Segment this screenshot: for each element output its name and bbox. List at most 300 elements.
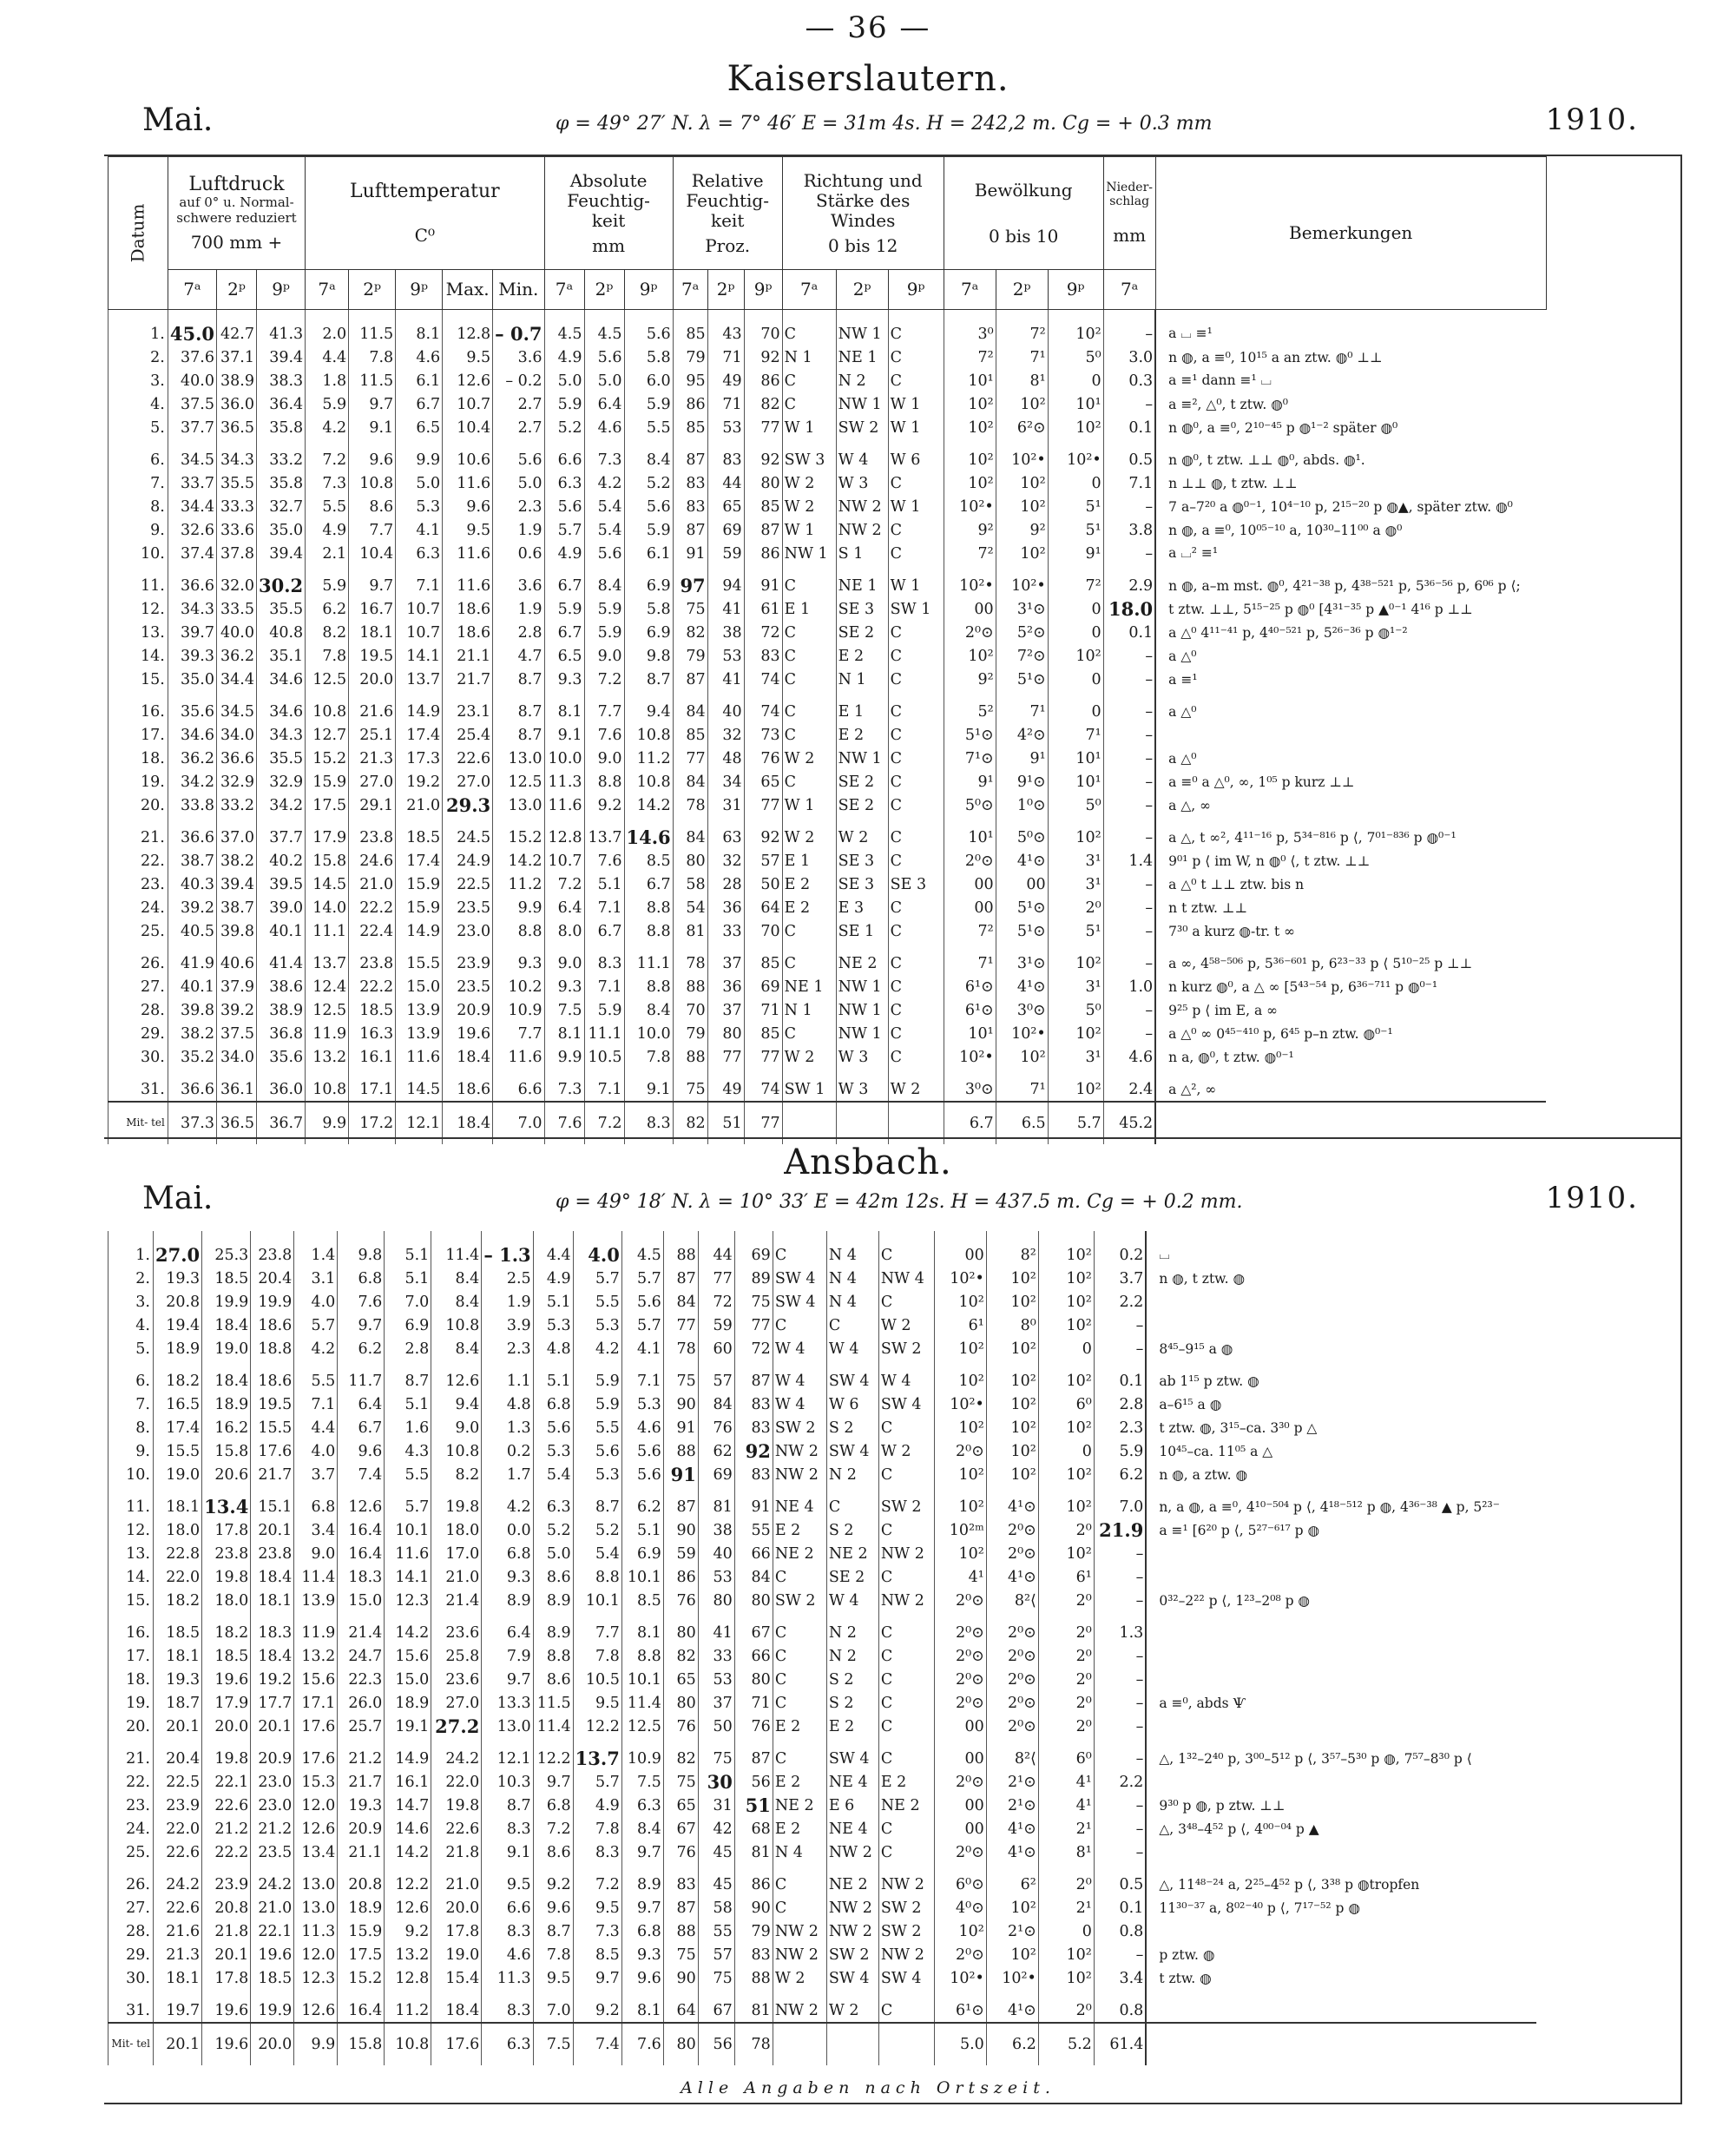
value-cell: – xyxy=(1103,872,1155,896)
value-cell: – xyxy=(1094,1794,1146,1817)
value-cell: 86 xyxy=(663,1565,698,1589)
value-cell: 5¹ xyxy=(1048,518,1103,542)
day-cell: 29. xyxy=(108,1022,168,1045)
col-header-remarks: Bemerkungen xyxy=(1155,157,1546,310)
subheader-cell: 7ᵃ xyxy=(1103,270,1155,310)
value-cell: 34.6 xyxy=(257,668,306,691)
value-cell: 13.0 xyxy=(294,1896,338,1919)
value-cell: 10.6 xyxy=(443,439,493,471)
value-cell: – xyxy=(1094,1644,1146,1668)
value-cell: SW 2 xyxy=(878,1337,934,1360)
value-cell: 9.6 xyxy=(443,495,493,518)
value-cell: 10¹ xyxy=(944,369,996,392)
value-cell: 92 xyxy=(744,439,782,471)
value-cell: 24.9 xyxy=(443,849,493,872)
value-cell: E 2 xyxy=(773,1715,826,1738)
value-cell: 39.8 xyxy=(168,998,216,1022)
value-cell: C xyxy=(888,346,944,369)
value-cell: E 2 xyxy=(773,1770,826,1794)
value-cell: 0.5 xyxy=(1094,1864,1146,1896)
value-cell: 36.6 xyxy=(168,565,216,597)
value-cell: – xyxy=(1094,1840,1146,1864)
value-cell: 11.6 xyxy=(443,471,493,495)
value-cell: 14.9 xyxy=(385,1738,431,1770)
value-cell: E 2 xyxy=(773,1518,826,1542)
value-cell: 12.4 xyxy=(306,975,349,998)
value-cell: 0.1 xyxy=(1094,1896,1146,1919)
value-cell: 87 xyxy=(734,1360,773,1393)
value-cell: SW 4 xyxy=(878,1966,934,1990)
value-cell: 11.6 xyxy=(396,1045,443,1069)
value-cell: SW 2 xyxy=(773,1589,826,1612)
value-cell: 17.6 xyxy=(294,1738,338,1770)
value-cell: 13.7 xyxy=(584,817,624,849)
value-cell: 80 xyxy=(673,849,707,872)
value-cell: NE 2 xyxy=(878,1794,934,1817)
value-cell: 8.7 xyxy=(493,668,544,691)
value-cell: 4.6 xyxy=(621,1416,663,1439)
value-cell: 8.3 xyxy=(624,1102,673,1144)
value-cell: 5²⊙ xyxy=(996,621,1048,644)
value-cell: N 2 xyxy=(826,1644,878,1668)
value-cell: 18.4 xyxy=(251,1565,294,1589)
value-cell: 2.7 xyxy=(493,392,544,416)
value-cell: S 2 xyxy=(826,1668,878,1691)
value-cell: 7¹⊙ xyxy=(944,747,996,770)
subheader-cell: 2ᵖ xyxy=(996,270,1048,310)
value-cell: 16.5 xyxy=(154,1393,202,1416)
value-cell: 80 xyxy=(734,1589,773,1612)
value-cell: 0 xyxy=(1048,668,1103,691)
day-cell: 9. xyxy=(108,518,168,542)
value-cell: 16.7 xyxy=(349,597,396,621)
value-cell: 30 xyxy=(698,1770,734,1794)
value-cell: 17.5 xyxy=(338,1943,385,1966)
subheader-cell: 2ᵖ xyxy=(836,270,888,310)
remarks-cell: a ⌴ ≡¹ xyxy=(1155,310,1546,346)
value-cell: 38.7 xyxy=(168,849,216,872)
value-cell: 17.6 xyxy=(294,1715,338,1738)
value-cell: 75 xyxy=(663,1360,698,1393)
value-cell: 8.4 xyxy=(584,565,624,597)
remarks-cell: ⌴ xyxy=(1146,1231,1536,1267)
remarks-cell: a △, t ∞², 4¹¹⁻¹⁶ p, 5³⁴⁻⁸¹⁶ p ⟨, 7⁰¹⁻⁸³⁶ p ◍⁰⁻¹ xyxy=(1155,817,1546,849)
value-cell: 8²⟨ xyxy=(986,1738,1038,1770)
value-cell: 6.8 xyxy=(294,1486,338,1518)
value-cell: 7.1 xyxy=(1103,471,1155,495)
value-cell: 57 xyxy=(744,849,782,872)
value-cell: 8.8 xyxy=(624,896,673,919)
value-cell: 72 xyxy=(744,621,782,644)
value-cell: 0 xyxy=(1038,1337,1094,1360)
value-cell: 21.0 xyxy=(431,1864,482,1896)
value-cell: 70 xyxy=(744,310,782,346)
value-cell: 38 xyxy=(698,1518,734,1542)
value-cell: 4.2 xyxy=(294,1337,338,1360)
value-cell: 9.8 xyxy=(624,644,673,668)
value-cell: 10.4 xyxy=(349,542,396,565)
value-cell: NW 2 xyxy=(773,1990,826,2023)
value-cell: 10.1 xyxy=(621,1668,663,1691)
value-cell: 13.7 xyxy=(573,1738,621,1770)
value-cell: E 6 xyxy=(826,1794,878,1817)
value-cell: 5.6 xyxy=(584,346,624,369)
value-cell: 9.0 xyxy=(431,1416,482,1439)
value-cell: 2.8 xyxy=(493,621,544,644)
value-cell: 00 xyxy=(934,1715,986,1738)
value-cell: 5.2 xyxy=(624,471,673,495)
value-cell: 5⁰⊙ xyxy=(944,793,996,817)
value-cell: 5.6 xyxy=(624,310,673,346)
value-cell: – xyxy=(1094,1589,1146,1612)
value-cell: 4¹ xyxy=(1038,1770,1094,1794)
day-cell: 26. xyxy=(108,1864,154,1896)
subheader-cell: Min. xyxy=(493,270,544,310)
value-cell: 87 xyxy=(744,518,782,542)
value-cell: 2⁰⊙ xyxy=(934,1644,986,1668)
value-cell: 6.8 xyxy=(533,1794,573,1817)
value-cell: 7.2 xyxy=(306,439,349,471)
value-cell: 21.4 xyxy=(338,1612,385,1644)
value-cell: 4.8 xyxy=(482,1393,533,1416)
value-cell: 17.6 xyxy=(251,1439,294,1463)
value-cell: 1.8 xyxy=(306,369,349,392)
value-cell: – xyxy=(1094,1542,1146,1565)
value-cell: 9.2 xyxy=(573,1990,621,2023)
value-cell: 7.8 xyxy=(349,346,396,369)
day-cell: 19. xyxy=(108,1691,154,1715)
value-cell: 12.5 xyxy=(621,1715,663,1738)
value-cell: 10² xyxy=(986,1439,1038,1463)
value-cell: – xyxy=(1103,310,1155,346)
value-cell: 9¹ xyxy=(944,770,996,793)
value-cell: 75 xyxy=(698,1738,734,1770)
value-cell: W 2 xyxy=(773,1966,826,1990)
value-cell: 14.5 xyxy=(306,872,349,896)
value-cell: 5.0 xyxy=(934,2023,986,2065)
value-cell: 10²• xyxy=(934,1393,986,1416)
value-cell: 37.6 xyxy=(168,346,216,369)
value-cell: 8.1 xyxy=(621,1612,663,1644)
value-cell: 2.8 xyxy=(1094,1393,1146,1416)
value-cell: 8.6 xyxy=(533,1565,573,1589)
value-cell: 21.1 xyxy=(338,1840,385,1864)
value-cell: 2⁰⊙ xyxy=(986,1668,1038,1691)
value-cell: 85 xyxy=(673,416,707,439)
value-cell: 33.6 xyxy=(217,518,257,542)
value-cell: 7.3 xyxy=(544,1069,584,1102)
value-cell: 60 xyxy=(698,1337,734,1360)
value-cell: 11.6 xyxy=(493,1045,544,1069)
remarks-cell: t ztw. ◍ xyxy=(1146,1966,1536,1990)
value-cell: 4¹⊙ xyxy=(986,1817,1038,1840)
remarks-cell: a ⌴² ≡¹ xyxy=(1155,542,1546,565)
value-cell: 10.8 xyxy=(624,723,673,747)
value-cell: 7² xyxy=(944,919,996,943)
value-cell: 40.2 xyxy=(257,849,306,872)
value-cell: 10² xyxy=(996,495,1048,518)
value-cell: SW 1 xyxy=(782,1069,836,1102)
value-cell: 3.7 xyxy=(294,1463,338,1486)
value-cell: 10² xyxy=(986,1943,1038,1966)
value-cell: 91 xyxy=(663,1463,698,1486)
value-cell: 18.1 xyxy=(154,1486,202,1518)
value-cell: 12.0 xyxy=(294,1794,338,1817)
value-cell: 21.9 xyxy=(1094,1518,1146,1542)
value-cell: 87 xyxy=(673,518,707,542)
value-cell: 11.3 xyxy=(544,770,584,793)
value-cell: 10.0 xyxy=(544,747,584,770)
value-cell: 10.8 xyxy=(306,1069,349,1102)
value-cell: 9.3 xyxy=(482,1565,533,1589)
value-cell: 21.6 xyxy=(349,691,396,723)
value-cell: 10² xyxy=(1038,1416,1094,1439)
value-cell: 3⁰⊙ xyxy=(996,998,1048,1022)
col-header-wind: Richtung und Stärke des Windes 0 bis 12 xyxy=(782,157,944,270)
value-cell: 14.0 xyxy=(306,896,349,919)
value-cell: 34.6 xyxy=(257,691,306,723)
value-cell: 53 xyxy=(698,1565,734,1589)
value-cell: 19.6 xyxy=(202,2023,251,2065)
value-cell: N 2 xyxy=(826,1612,878,1644)
value-cell: 10.8 xyxy=(385,2023,431,2065)
value-cell: 18.9 xyxy=(202,1393,251,1416)
remarks-cell: a ≡⁰, abds Ѱ xyxy=(1146,1691,1536,1715)
value-cell: 5.7 xyxy=(294,1314,338,1337)
value-cell: 6.1 xyxy=(396,369,443,392)
remarks-cell: n ◍, a–m mst. ◍⁰, 4²¹⁻³⁸ p, 4³⁸⁻⁵²¹ p, 5³⁶⁻⁵⁶ p, 6⁰⁶ p ⟨; xyxy=(1155,565,1546,597)
remarks-cell: ab 1¹⁵ p ztw. ◍ xyxy=(1146,1360,1536,1393)
value-cell: 76 xyxy=(663,1715,698,1738)
day-cell: 11. xyxy=(108,1486,154,1518)
value-cell: 8.2 xyxy=(306,621,349,644)
value-cell: 5.6 xyxy=(544,495,584,518)
day-cell: 17. xyxy=(108,723,168,747)
value-cell: 6.6 xyxy=(482,1896,533,1919)
value-cell: C xyxy=(773,1231,826,1267)
value-cell: 34.4 xyxy=(217,668,257,691)
value-cell: C xyxy=(878,1738,934,1770)
value-cell: 10² xyxy=(986,1463,1038,1486)
value-cell: 10² xyxy=(1038,1314,1094,1337)
value-cell: 9.7 xyxy=(621,1896,663,1919)
value-cell: 10² xyxy=(944,392,996,416)
value-cell: 34.0 xyxy=(217,723,257,747)
value-cell: 10² xyxy=(986,1337,1038,1360)
value-cell: 83 xyxy=(734,1393,773,1416)
day-cell: 3. xyxy=(108,1290,154,1314)
value-cell: 18.0 xyxy=(431,1518,482,1542)
value-cell: 39.4 xyxy=(217,872,257,896)
remarks-cell: 9⁰¹ p ⟨ im W, n ◍⁰ ⟨, t ztw. ⊥⊥ xyxy=(1155,849,1546,872)
value-cell: 20.4 xyxy=(251,1267,294,1290)
value-cell: 41.3 xyxy=(257,310,306,346)
value-cell: 7¹ xyxy=(996,691,1048,723)
value-cell: 34.4 xyxy=(168,495,216,518)
value-cell: C xyxy=(782,691,836,723)
value-cell: 6.2 xyxy=(986,2023,1038,2065)
value-cell: SW 2 xyxy=(878,1919,934,1943)
value-cell: 64 xyxy=(663,1990,698,2023)
value-cell: 40.1 xyxy=(168,975,216,998)
value-cell: 12.8 xyxy=(443,310,493,346)
value-cell: NE 1 xyxy=(836,565,888,597)
value-cell: 1.3 xyxy=(1094,1612,1146,1644)
value-cell: 25.4 xyxy=(443,723,493,747)
remarks-cell: a △, ∞ xyxy=(1155,793,1546,817)
value-cell: 34.6 xyxy=(168,723,216,747)
value-cell: C xyxy=(782,565,836,597)
value-cell: 65 xyxy=(663,1794,698,1817)
value-cell: 9² xyxy=(944,668,996,691)
value-cell: 13.7 xyxy=(306,943,349,975)
value-cell: 85 xyxy=(744,1022,782,1045)
value-cell: 88 xyxy=(673,1045,707,1069)
value-cell: 7.2 xyxy=(573,1864,621,1896)
value-cell: 6² xyxy=(986,1864,1038,1896)
value-cell: 7.7 xyxy=(573,1612,621,1644)
value-cell: 7.3 xyxy=(584,439,624,471)
value-cell: 1.9 xyxy=(493,518,544,542)
value-cell: 8.8 xyxy=(573,1565,621,1589)
value-cell: 50 xyxy=(744,872,782,896)
value-cell: 71 xyxy=(744,998,782,1022)
value-cell: 72 xyxy=(734,1337,773,1360)
value-cell: 1.1 xyxy=(482,1360,533,1393)
value-cell: SW 2 xyxy=(836,416,888,439)
value-cell: 37 xyxy=(707,943,744,975)
value-cell: C xyxy=(878,1715,934,1738)
value-cell: 20.1 xyxy=(202,1943,251,1966)
value-cell: 6¹ xyxy=(1038,1565,1094,1589)
value-cell: 65 xyxy=(707,495,744,518)
value-cell: 5.6 xyxy=(584,542,624,565)
remarks-cell: a–6¹⁵ a ◍ xyxy=(1146,1393,1536,1416)
value-cell: 34 xyxy=(707,770,744,793)
value-cell: 10² xyxy=(1038,1463,1094,1486)
value-cell: 4.1 xyxy=(621,1337,663,1360)
value-cell: 9.0 xyxy=(584,747,624,770)
value-cell: 2⁰⊙ xyxy=(944,621,996,644)
value-cell: 39.4 xyxy=(257,346,306,369)
value-cell: 6.9 xyxy=(385,1314,431,1337)
value-cell: 36.6 xyxy=(168,817,216,849)
value-cell: 83 xyxy=(707,439,744,471)
value-cell: 9.0 xyxy=(544,943,584,975)
value-cell: C xyxy=(888,471,944,495)
value-cell: W 4 xyxy=(836,439,888,471)
value-cell: 15.5 xyxy=(251,1416,294,1439)
value-cell: 9.2 xyxy=(584,793,624,817)
value-cell: 20.6 xyxy=(202,1463,251,1486)
value-cell: 7.8 xyxy=(573,1817,621,1840)
value-cell: 6.3 xyxy=(533,1486,573,1518)
value-cell: 84 xyxy=(673,691,707,723)
day-cell: 5. xyxy=(108,416,168,439)
value-cell: 12.6 xyxy=(431,1360,482,1393)
value-cell: 4.9 xyxy=(544,542,584,565)
value-cell: 5.6 xyxy=(493,439,544,471)
value-cell: 8.7 xyxy=(533,1919,573,1943)
value-cell: 5.7 xyxy=(1048,1102,1103,1144)
value-cell: 12.8 xyxy=(385,1966,431,1990)
value-cell: 12.5 xyxy=(493,770,544,793)
value-cell: 5.7 xyxy=(621,1314,663,1337)
value-cell: 34.5 xyxy=(168,439,216,471)
value-cell: 7.5 xyxy=(621,1770,663,1794)
value-cell: 5.4 xyxy=(584,495,624,518)
value-cell: 4.6 xyxy=(482,1943,533,1966)
value-cell: 66 xyxy=(734,1644,773,1668)
value-cell: 11.2 xyxy=(385,1990,431,2023)
value-cell: 5.5 xyxy=(573,1290,621,1314)
value-cell: 10² xyxy=(934,1337,986,1360)
value-cell: 6.2 xyxy=(306,597,349,621)
value-cell: 75 xyxy=(673,597,707,621)
value-cell: 5.2 xyxy=(544,416,584,439)
value-cell: 6.7 xyxy=(944,1102,996,1144)
value-cell: 10² xyxy=(1048,310,1103,346)
subheader-cell: 9ᵖ xyxy=(396,270,443,310)
value-cell: C xyxy=(888,723,944,747)
value-cell: 19.2 xyxy=(396,770,443,793)
value-cell: 18.1 xyxy=(154,1644,202,1668)
value-cell: 1.0 xyxy=(1103,975,1155,998)
value-cell: 18.4 xyxy=(443,1102,493,1144)
value-cell: N 4 xyxy=(773,1840,826,1864)
value-cell: 5.5 xyxy=(624,416,673,439)
value-cell: 20.0 xyxy=(431,1896,482,1919)
value-cell: C xyxy=(888,770,944,793)
value-cell: 8.3 xyxy=(482,1990,533,2023)
value-cell: 82 xyxy=(663,1644,698,1668)
value-cell: 19.7 xyxy=(154,1990,202,2023)
value-cell: 6.2 xyxy=(621,1486,663,1518)
value-cell: 9.7 xyxy=(338,1314,385,1337)
value-cell: 36 xyxy=(707,896,744,919)
value-cell: 10.8 xyxy=(431,1314,482,1337)
value-cell: 39.4 xyxy=(257,542,306,565)
value-cell: C xyxy=(782,919,836,943)
value-cell: 10² xyxy=(986,1360,1038,1393)
value-cell: 4.6 xyxy=(1103,1045,1155,1069)
value-cell: 4¹⊙ xyxy=(996,975,1048,998)
value-cell: 8.9 xyxy=(482,1589,533,1612)
value-cell: 18.1 xyxy=(349,621,396,644)
value-cell: – 1.3 xyxy=(482,1231,533,1267)
subheader-cell: 7ᵃ xyxy=(782,270,836,310)
value-cell: 8.5 xyxy=(573,1943,621,1966)
value-cell: 6.7 xyxy=(584,919,624,943)
value-cell: NW 1 xyxy=(836,998,888,1022)
value-cell: 21.1 xyxy=(443,644,493,668)
value-cell: C xyxy=(773,1668,826,1691)
value-cell: 7.6 xyxy=(584,723,624,747)
day-cell: 29. xyxy=(108,1943,154,1966)
day-cell: 21. xyxy=(108,1738,154,1770)
value-cell: 36.5 xyxy=(217,1102,257,1144)
value-cell: 13.0 xyxy=(493,747,544,770)
value-cell: 8.9 xyxy=(621,1864,663,1896)
value-cell: 18.5 xyxy=(251,1966,294,1990)
value-cell: 69 xyxy=(707,518,744,542)
value-cell: 5.3 xyxy=(573,1314,621,1337)
value-cell: 10² xyxy=(934,1542,986,1565)
remarks-cell: a ≡¹ [6²⁰ p ⟨, 5²⁷⁻⁶¹⁷ p ◍ xyxy=(1146,1518,1536,1542)
value-cell: 36.0 xyxy=(217,392,257,416)
value-cell: 84 xyxy=(698,1393,734,1416)
value-cell: 35.8 xyxy=(257,416,306,439)
